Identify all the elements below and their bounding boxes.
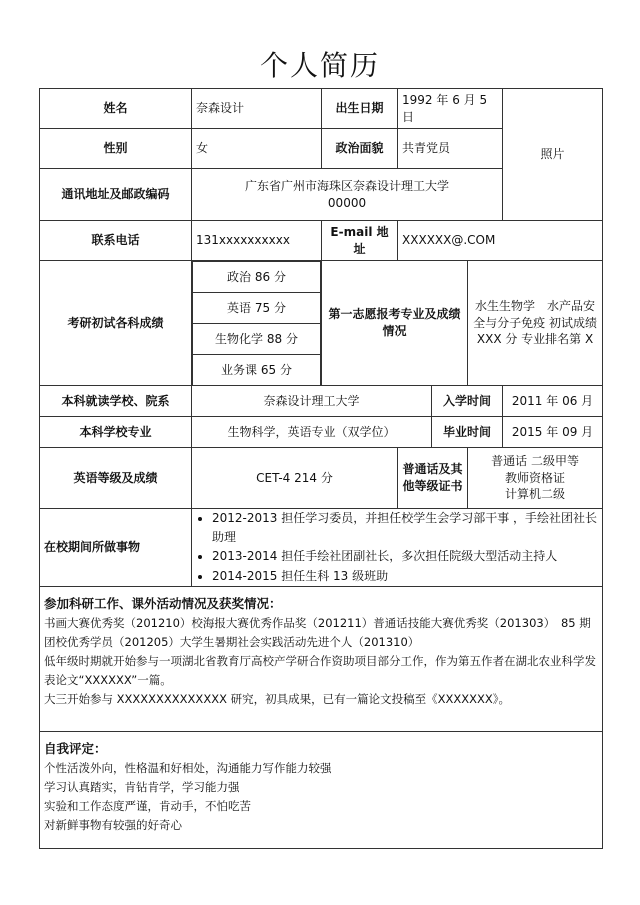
first-choice-value: 水生生物学 水产品安全与分子免疫 初试成绩 XXX 分 专业排名第 X bbox=[468, 261, 603, 386]
score-item: 政治 86 分 bbox=[193, 262, 321, 293]
enroll-value: 2011 年 06 月 bbox=[503, 386, 603, 417]
address-value bbox=[192, 169, 503, 221]
duty-item: • 2013-2014 担任手绘社团副社长，多次担任院级大型活动主持人 bbox=[212, 547, 598, 566]
school-value: 奈森设计理工大学 bbox=[192, 386, 432, 417]
evaluation-line: 个性活泼外向，性格温和好相处，沟通能力写作能力较强 bbox=[44, 761, 332, 776]
phone-value: 131xxxxxxxxxx bbox=[192, 221, 322, 261]
email-value: XXXXXX@.COM bbox=[398, 221, 603, 261]
duty-item: • 2012-2013 担任学习委员，并担任校学生会学习部干事 ，手绘社团社长助理 bbox=[212, 509, 598, 547]
major-value: 生物科学，英语专业（双学位） bbox=[192, 417, 432, 448]
name-value: 奈森设计 bbox=[192, 89, 322, 129]
activities-paragraph: 大三开始参与 XXXXXXXXXXXXXX 研究，初具成果，已有一篇论文投稿至《XXXXXXX》。 bbox=[44, 692, 510, 707]
graduation-value: 2015 年 09 月 bbox=[503, 417, 603, 448]
school-duties-label: 在校期间所做事物 bbox=[40, 509, 192, 587]
english-level-value: CET-4 214 分 bbox=[192, 448, 398, 509]
activities-paragraph: 低年级时期就开始参与一项湖北省教育厅高校产学研合作资助项目部分工作，作为第五作者在湖北农业科学发表论文“XXXXXX”一篇。 bbox=[44, 654, 596, 688]
school-label: 本科就读学校、院系 bbox=[40, 386, 192, 417]
exam-scores-label: 考研初试各科成绩 bbox=[40, 261, 192, 386]
activities-paragraph: 书画大赛优秀奖（201210）校海报大赛优秀作品奖（201211）普通话技能大赛优秀奖（201303） 85 期团校优秀学员（201205）大学生暑期社会实践活动先进个人（201310） bbox=[44, 616, 591, 650]
resume-table bbox=[39, 88, 603, 849]
activities-section bbox=[40, 586, 603, 731]
major-label: 本科学校专业 bbox=[40, 417, 192, 448]
phone-label: 联系电话 bbox=[40, 221, 192, 261]
postal-code: 00000 bbox=[327, 195, 367, 210]
evaluation-line: 学习认真踏实，肯钻肯学，学习能力强 bbox=[44, 780, 240, 795]
first-choice-label: 第一志愿报考专业及成绩情况 bbox=[322, 261, 468, 386]
evaluation-line: 对新鲜事物有较强的好奇心 bbox=[44, 818, 182, 833]
resume-title: 个人简历 bbox=[259, 49, 380, 82]
photo-placeholder: 照片 bbox=[503, 89, 603, 221]
certificate-item: 教师资格证 bbox=[505, 470, 566, 485]
birth-value: 1992 年 6 月 5 日 bbox=[398, 89, 503, 129]
birth-label: 出生日期 bbox=[322, 89, 398, 129]
activities-title: 参加科研工作、课外活动情况及获奖情况： bbox=[44, 595, 282, 611]
address-line: 广东省广州市海珠区奈森设计理工大学 bbox=[245, 178, 450, 193]
english-level-label: 英语等级及成绩 bbox=[40, 448, 192, 509]
certificates-list bbox=[468, 448, 603, 509]
email-label: E-mail 地址 bbox=[322, 221, 398, 261]
score-item: 英语 75 分 bbox=[193, 293, 321, 324]
duty-item: • 2014-2015 担任生科 13 级班助 bbox=[212, 567, 598, 586]
politics-label: 政治面貌 bbox=[322, 129, 398, 169]
politics-value: 共青党员 bbox=[398, 129, 503, 169]
gender-value: 女 bbox=[192, 129, 322, 169]
exam-scores-list bbox=[192, 261, 322, 386]
enroll-label: 入学时间 bbox=[432, 386, 503, 417]
score-item: 生物化学 88 分 bbox=[193, 324, 321, 355]
certificate-item: 普通话 二级甲等 bbox=[491, 453, 579, 468]
self-evaluation-title: 自我评定： bbox=[44, 740, 107, 756]
score-item: 业务课 65 分 bbox=[193, 355, 321, 385]
certificates-label: 普通话及其他等级证书 bbox=[398, 448, 468, 509]
school-duties-list bbox=[192, 509, 603, 587]
self-evaluation-section bbox=[40, 731, 603, 848]
graduation-label: 毕业时间 bbox=[432, 417, 503, 448]
evaluation-line: 实验和工作态度严谨，肯动手，不怕吃苦 bbox=[44, 799, 251, 814]
name-label: 姓名 bbox=[40, 89, 192, 129]
gender-label: 性别 bbox=[40, 129, 192, 169]
address-label: 通讯地址及邮政编码 bbox=[40, 169, 192, 221]
certificate-item: 计算机二级 bbox=[505, 487, 566, 502]
